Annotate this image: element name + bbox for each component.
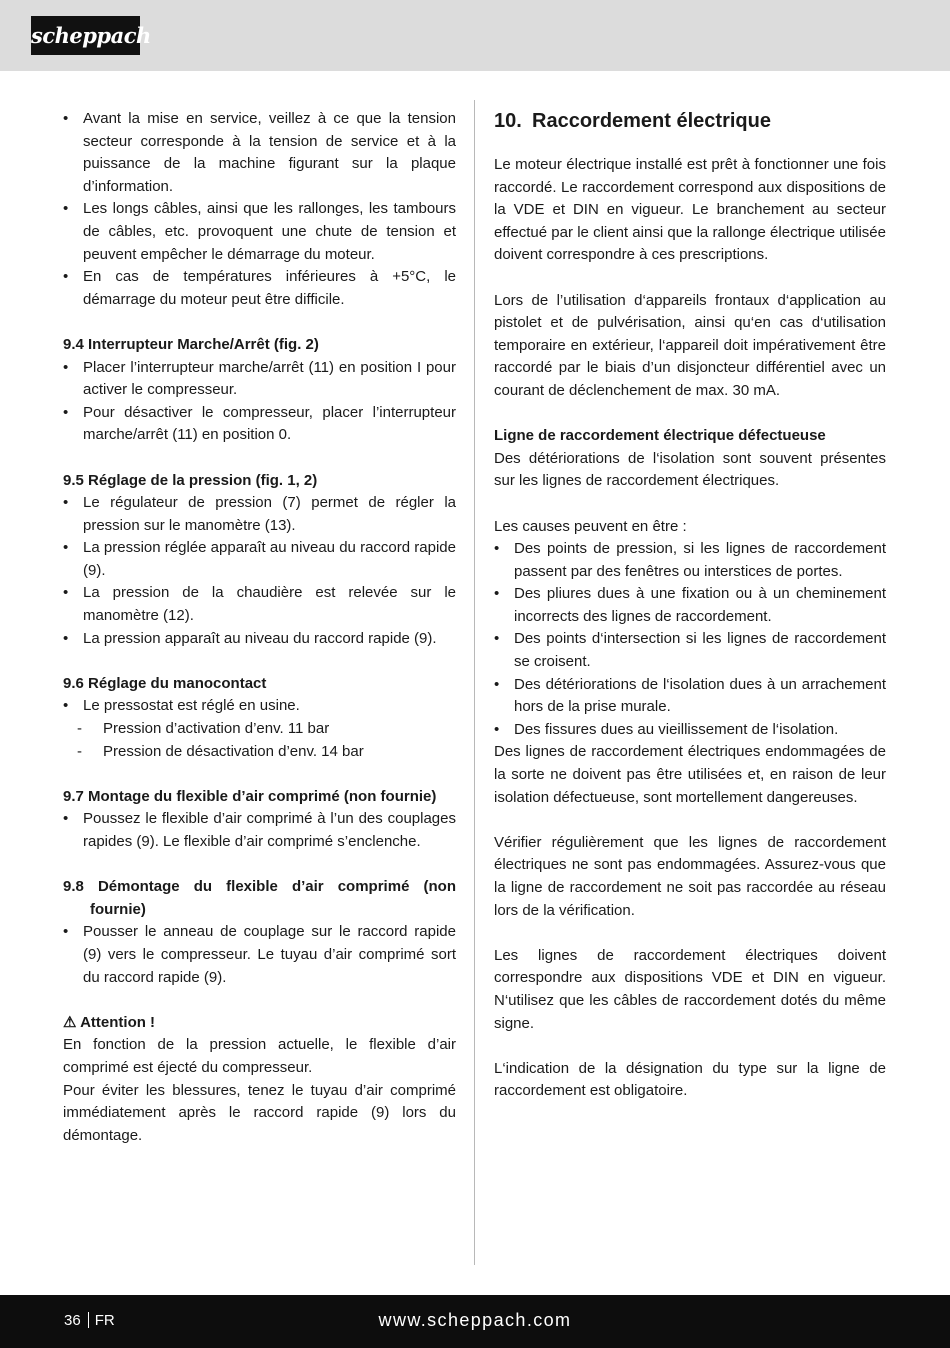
right-column bbox=[494, 108, 886, 1103]
causes-intro: Les causes peuvent en être : bbox=[494, 517, 687, 535]
body-paragraph: Des détériorations de l‘isolation sont souvent présentes sur les lignes de raccordement électriques. bbox=[494, 449, 886, 490]
section-9-5-list bbox=[63, 492, 456, 650]
list-item: • La pression de la chaudière est relevée sur le manomètre (12). bbox=[63, 582, 456, 627]
section-title: Raccordement électrique bbox=[532, 110, 771, 132]
attention-paragraph: En fonction de la pression actuelle, le flexible d’air comprimé est éjecté du compresseur. bbox=[63, 1036, 456, 1076]
section-9-8-heading: 9.8 Démontage du flexible d’air comprimé (non fournie) bbox=[63, 878, 456, 918]
section-9-8-list bbox=[63, 921, 456, 989]
website-url: www.scheppach.com bbox=[378, 1310, 572, 1330]
list-item: • Le régulateur de pression (7) permet de régler la pression sur le manomètre (13). bbox=[63, 492, 456, 537]
section-10-heading bbox=[494, 108, 886, 134]
list-item: • Placer l’interrupteur marche/arrêt (11) en position I pour activer le compresseur. bbox=[63, 357, 456, 402]
body-paragraph: Lors de l’utilisation d‘appareils frontaux d‘application au pistolet et de pulvérisation, ainsi qu‘en cas d‘utilisation temporaire en extérieur, l‘appareil doit impérativement être raccordé par le biais d’un disjoncteur différentiel avec un courant de déclenchement de max. 30 mA. bbox=[494, 291, 886, 399]
faulty-line-heading: Ligne de raccordement électrique défectueuse bbox=[494, 427, 826, 445]
list-item: • Des fissures dues au vieillissement de l‘isolation. bbox=[494, 719, 886, 742]
list-item: • En cas de températures inférieures à +5°C, le démarrage du moteur peut être difficile. bbox=[63, 266, 456, 311]
page-number: 36 bbox=[64, 1312, 81, 1329]
section-9-7-heading: 9.7 Montage du flexible d’air comprimé (non fournie) bbox=[63, 787, 437, 805]
list-item: • Avant la mise en service, veillez à ce que la tension secteur corresponde à la tension de service et à la puissance de la machine figurant sur la plaque d’information. bbox=[63, 108, 456, 198]
body-paragraph: Des lignes de raccordement électriques endommagées de la sorte ne doivent pas être utilisées et, en raison de leur isolation défectueuse, sont mortellement dangereuses. bbox=[494, 743, 886, 806]
list-item: • La pression apparaît au niveau du raccord rapide (9). bbox=[63, 628, 456, 651]
list-item: • Poussez le flexible d’air comprimé à l’un des couplages rapides (9). Le flexible d’air comprimé s’enclenche. bbox=[63, 808, 456, 853]
body-paragraph: Le moteur électrique installé est prêt à fonctionner une fois raccordé. Le raccordement correspond aux dispositions de la VDE et DIN en vigueur. Le branchement au secteur effectué par le client ainsi que la rallonge électrique utilisée doivent correspondre à ces prescriptions. bbox=[494, 156, 886, 264]
body-paragraph: L‘indication de la désignation du type sur la ligne de raccordement est obligatoire. bbox=[494, 1059, 886, 1100]
dash-item: - Pression d’activation d’env. 11 bar bbox=[63, 718, 456, 741]
list-item: • Des points de pression, si les lignes de raccordement passent par des fenêtres ou interstices de portes. bbox=[494, 538, 886, 583]
list-item: • Des points d‘intersection si les lignes de raccordement se croisent. bbox=[494, 628, 886, 673]
section-9-4-list bbox=[63, 357, 456, 447]
list-item: • Des détériorations de l‘isolation dues à un arrachement hors de la prise murale. bbox=[494, 674, 886, 719]
list-item: • Pousser le anneau de couplage sur le raccord rapide (9) vers le compresseur. Le tuyau d’air comprimé sort du raccord rapide (9). bbox=[63, 921, 456, 989]
list-item: • Les longs câbles, ainsi que les rallonges, les tambours de câbles, etc. provoquent une chute de tension et peuvent empêcher le démarrage du moteur. bbox=[63, 198, 456, 266]
section-9-7-list bbox=[63, 808, 456, 853]
list-item: • Des pliures dues à une fixation ou à un cheminement incorrects des lignes de raccordement. bbox=[494, 583, 886, 628]
section-9-6-list bbox=[63, 695, 456, 763]
body-paragraph: Vérifier régulièrement que les lignes de raccordement électriques ne sont pas endommagées. Assurez-vous que la ligne de raccordement ne soit pas raccordée au réseau lors de la vérification. bbox=[494, 833, 886, 919]
section-9-4-heading: 9.4 Interrupteur Marche/Arrêt (fig. 2) bbox=[63, 335, 319, 353]
left-column bbox=[63, 108, 456, 1147]
attention-heading bbox=[63, 1012, 456, 1035]
scheppach-logo: scheppach bbox=[31, 16, 140, 55]
attention-title: Attention ! bbox=[80, 1013, 156, 1031]
page-footer bbox=[0, 1295, 950, 1348]
body-paragraph: Les lignes de raccordement électriques doivent correspondre aux dispositions VDE et DIN en vigueur. N‘utilisez que les câbles de raccordement dotés du même signe. bbox=[494, 946, 886, 1032]
list-item: • La pression réglée apparaît au niveau du raccord rapide (9). bbox=[63, 537, 456, 582]
list-item: • Le pressostat est réglé en usine. bbox=[63, 695, 456, 718]
section-9-6-heading: 9.6 Réglage du manocontact bbox=[63, 674, 267, 692]
intro-bullet-list bbox=[63, 108, 456, 311]
page-header bbox=[0, 0, 950, 71]
warning-triangle-icon: ⚠ bbox=[63, 1013, 77, 1031]
list-item: • Pour désactiver le compresseur, placer l’interrupteur marche/arrêt (11) en position 0. bbox=[63, 402, 456, 447]
section-9-5-heading: 9.5 Réglage de la pression (fig. 1, 2) bbox=[63, 471, 318, 489]
column-divider bbox=[474, 100, 475, 1265]
attention-paragraph: Pour éviter les blessures, tenez le tuyau d’air comprimé immédiatement après le raccord rapide (9) lors du démontage. bbox=[63, 1081, 456, 1144]
dash-item: - Pression de désactivation d’env. 14 bar bbox=[63, 741, 456, 764]
section-number: 10. bbox=[494, 110, 522, 132]
causes-list bbox=[494, 538, 886, 741]
language-code: FR bbox=[94, 1312, 115, 1329]
